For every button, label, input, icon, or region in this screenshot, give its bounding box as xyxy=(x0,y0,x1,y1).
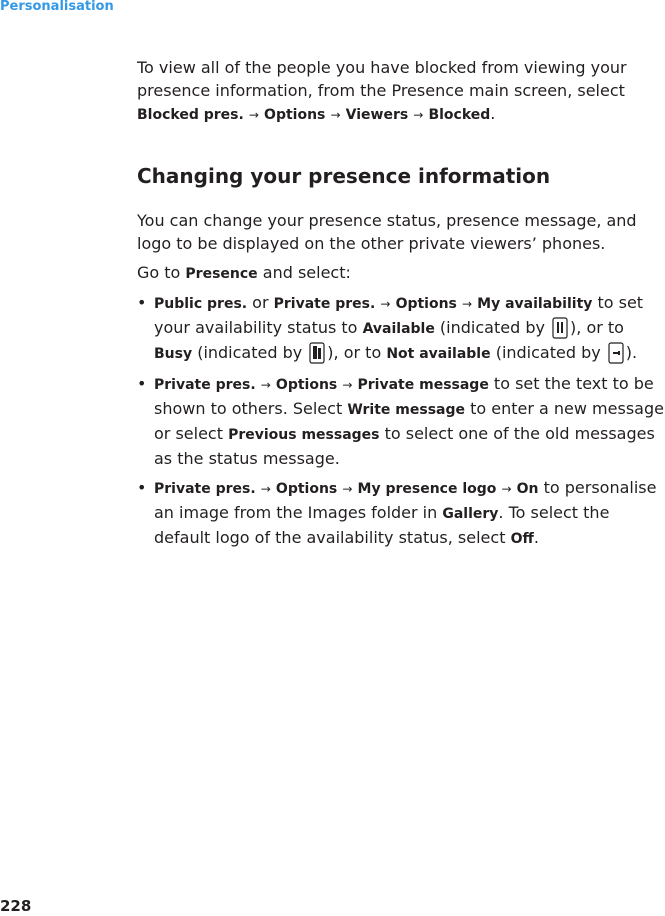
bullet-text: (indicated by xyxy=(434,318,551,337)
menu-private-pres: Private pres. xyxy=(273,296,376,312)
bullet-icon: • xyxy=(137,374,147,393)
bullet-text: ). xyxy=(625,343,638,362)
page-content xyxy=(137,56,665,557)
section-header: Personalisation xyxy=(0,0,114,14)
page-number: 228 xyxy=(0,897,32,915)
intro-paragraph xyxy=(137,56,665,127)
list-item xyxy=(137,476,665,551)
arrow-icon: → xyxy=(248,108,259,122)
menu-options: Options xyxy=(275,377,338,393)
menu-private-message: Private message xyxy=(357,377,489,393)
available-status-icon xyxy=(552,317,568,339)
menu-on: On xyxy=(516,481,539,497)
menu-options: Options xyxy=(395,296,457,312)
bullet-list xyxy=(137,291,665,551)
goto-prefix: Go to xyxy=(137,263,186,282)
menu-options: Options xyxy=(275,481,338,497)
menu-blocked: Blocked xyxy=(428,107,491,123)
arrow-icon: → xyxy=(342,482,353,496)
status-not-available: Not available xyxy=(386,346,491,362)
intro-text: To view all of the people you have blocked from viewing your presence information, from the Presence main screen, select xyxy=(137,58,627,100)
menu-my-availability: My availability xyxy=(477,296,593,312)
status-available: Available xyxy=(362,321,435,337)
goto-suffix: and select: xyxy=(257,263,351,282)
goto-instruction xyxy=(137,261,665,286)
bullet-icon: • xyxy=(137,293,147,312)
menu-my-presence-logo: My presence logo xyxy=(357,481,497,497)
intro-end: . xyxy=(490,104,496,123)
arrow-icon: → xyxy=(413,108,424,122)
arrow-icon: → xyxy=(380,297,391,311)
arrow-icon: → xyxy=(260,378,271,392)
arrow-icon: → xyxy=(501,482,512,496)
menu-gallery: Gallery xyxy=(442,506,499,522)
bullet-text: to set the text to be shown to others. Select xyxy=(154,374,654,418)
menu-write-message: Write message xyxy=(347,402,465,418)
bullet-text: ), or to xyxy=(570,318,624,337)
bullet-text: ), or to xyxy=(327,343,387,362)
menu-presence: Presence xyxy=(185,266,258,282)
menu-blocked-pres: Blocked pres. xyxy=(137,107,244,123)
menu-viewers: Viewers xyxy=(345,107,409,123)
menu-previous-messages: Previous messages xyxy=(228,427,380,443)
bullet-text: . xyxy=(533,528,539,547)
arrow-icon: → xyxy=(260,482,271,496)
arrow-icon: → xyxy=(330,108,341,122)
menu-off: Off xyxy=(510,531,534,547)
bullet-text: to set your availability status to xyxy=(154,293,644,337)
bullet-text: to enter a new message or select xyxy=(154,399,664,443)
bullet-text: to personalise an image from the Images folder in xyxy=(154,478,657,522)
list-item xyxy=(137,291,665,366)
arrow-icon: → xyxy=(342,378,353,392)
list-item xyxy=(137,372,665,470)
menu-public-pres: Public pres. xyxy=(154,296,248,312)
bullet-text: (indicated by xyxy=(490,343,606,362)
bullet-text: (indicated by xyxy=(192,343,308,362)
bullet-text: or xyxy=(247,293,274,312)
bullet-text: to select one of the old messages as the status message. xyxy=(154,424,655,468)
status-busy: Busy xyxy=(154,346,193,362)
menu-private-pres: Private pres. xyxy=(154,481,256,497)
menu-options: Options xyxy=(264,107,326,123)
bullet-text: . To select the default logo of the availability status, select xyxy=(154,503,610,547)
busy-status-icon xyxy=(309,342,325,364)
bullet-icon: • xyxy=(137,478,147,497)
section-title: Changing your presence information xyxy=(137,164,551,188)
arrow-icon: → xyxy=(462,297,473,311)
menu-private-pres: Private pres. xyxy=(154,377,256,393)
section-paragraph: You can change your presence status, presence message, and logo to be displayed on the other private viewers’ phones. xyxy=(137,211,637,253)
not-available-status-icon xyxy=(608,342,624,364)
